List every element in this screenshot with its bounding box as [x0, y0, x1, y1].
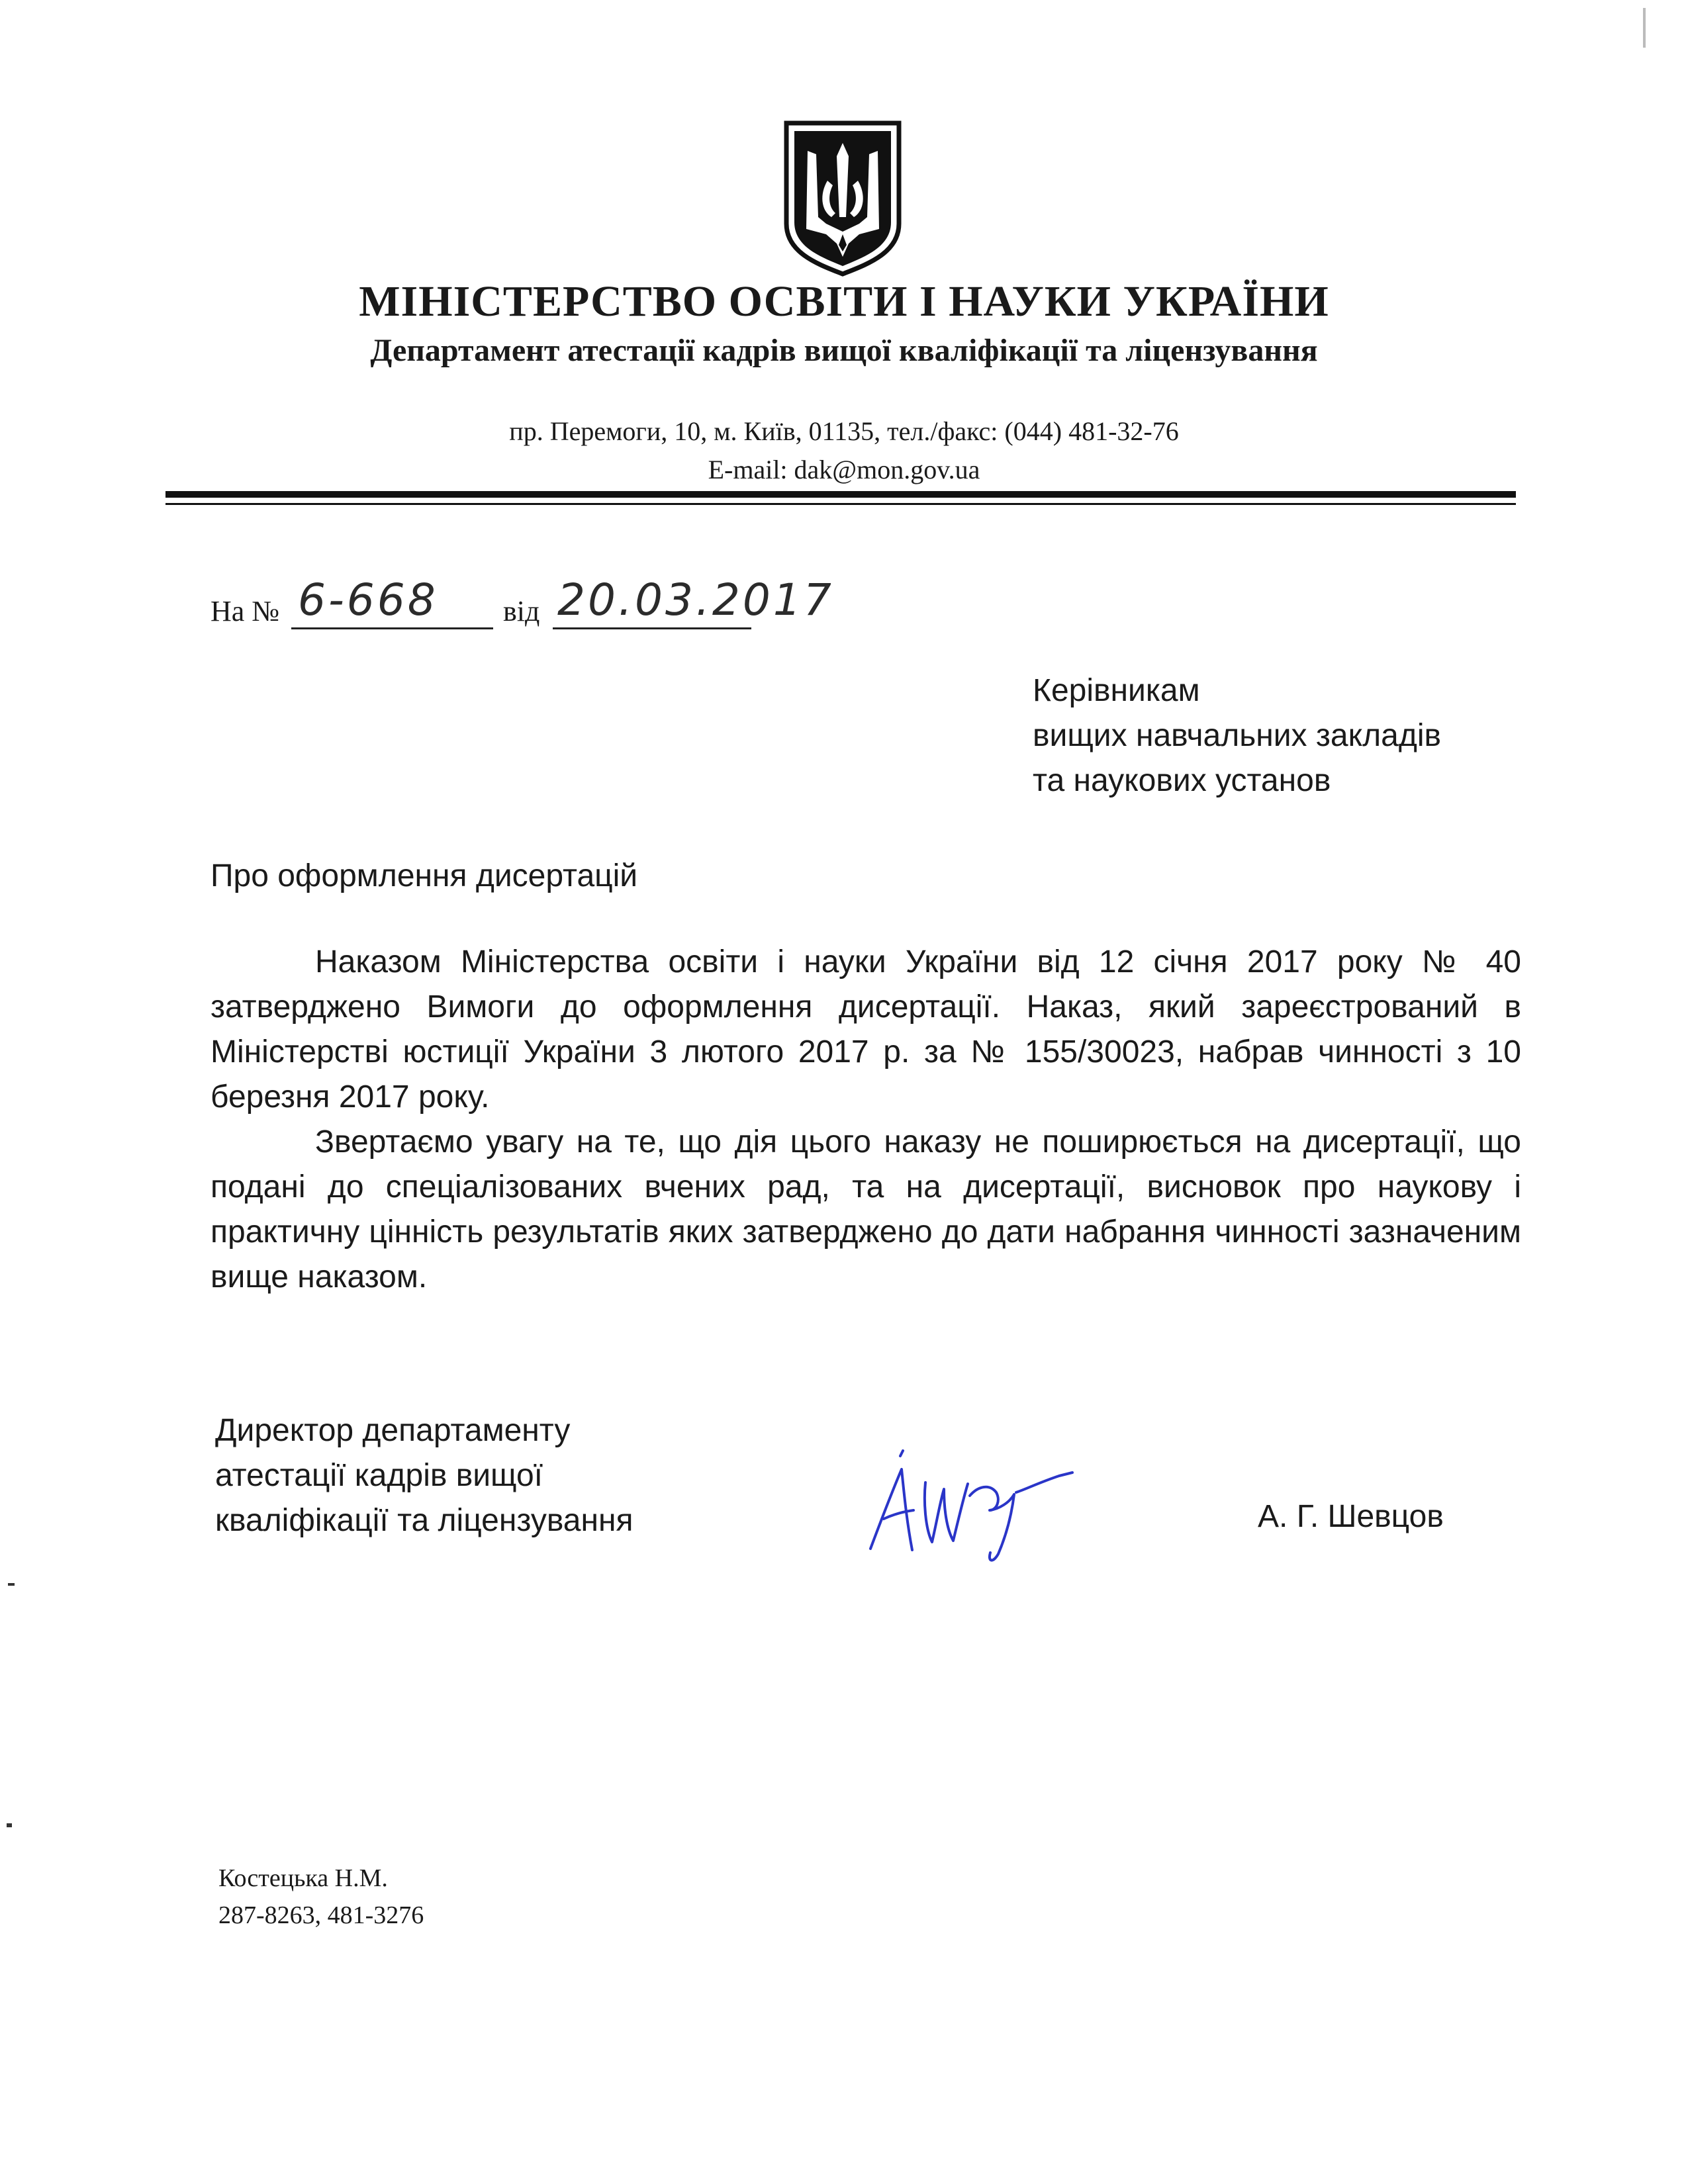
- signer-position: [215, 1408, 633, 1543]
- signer-position-line: атестації кадрів вищої: [215, 1458, 543, 1493]
- ref-number-value: 6-668: [298, 574, 438, 625]
- ref-number-label: На №: [211, 595, 280, 627]
- department-title: Департамент атестації кадрів вищої кваліфікації та ліцензування: [370, 333, 1318, 368]
- ref-date-label: від: [503, 595, 540, 627]
- ref-number-underline: [291, 627, 493, 629]
- addressee-block: [1033, 668, 1441, 803]
- letter-body: [211, 940, 1521, 1300]
- executor-block: [218, 1860, 424, 1934]
- letter-subject: Про оформлення дисертацій: [211, 858, 638, 893]
- scan-speck: [8, 1583, 15, 1586]
- executor-name: Костецька Н.М.: [218, 1864, 388, 1892]
- scan-speck: [7, 1823, 12, 1827]
- executor-phones: 287-8263, 481-3276: [218, 1901, 424, 1929]
- ref-date-value: 20.03.2017: [557, 574, 834, 625]
- header-divider-thin: [165, 503, 1516, 505]
- signer-name: А. Г. Шевцов: [1258, 1499, 1444, 1534]
- ref-date-underline: [553, 627, 751, 629]
- addressee-line: Керівникам: [1033, 673, 1200, 708]
- header-divider: [165, 491, 1516, 498]
- body-paragraph: Наказом Міністерства освіти і науки України від 12 січня 2017 року № 40 затверджено Вимоги до оформлення дисертації. Наказ, який зареєстрований в Міністерстві юстиції України 3 лютого 2017 р. за № 155/30023, набрав чинності з 10 березня 2017 року.: [211, 944, 1521, 1115]
- ministry-title: МІНІСТЕРСТВО ОСВІТИ І НАУКИ УКРАЇНИ: [359, 277, 1329, 326]
- addressee-line: та наукових установ: [1033, 763, 1331, 798]
- scan-edge: [1643, 8, 1646, 48]
- coat-of-arms-icon: [780, 118, 906, 277]
- addressee-line: вищих навчальних закладів: [1033, 718, 1441, 753]
- signer-position-line: Директор департаменту: [215, 1413, 571, 1448]
- body-paragraph: Звертаємо увагу на те, що дія цього наказу не поширюється на дисертації, що подані до спеціалізованих вчених рад, та на дисертації, висновок про наукову і практичну цінність результатів яких затверджено до дати набрання чинності зазначеним вище наказом.: [211, 1124, 1521, 1295]
- address-line: пр. Перемоги, 10, м. Київ, 01135, тел./факс: (044) 481-32-76: [509, 416, 1179, 446]
- email-line: E-mail: dak@mon.gov.ua: [708, 455, 980, 484]
- handwritten-signature: [861, 1436, 1086, 1569]
- signer-position-line: кваліфікації та ліцензування: [215, 1503, 633, 1538]
